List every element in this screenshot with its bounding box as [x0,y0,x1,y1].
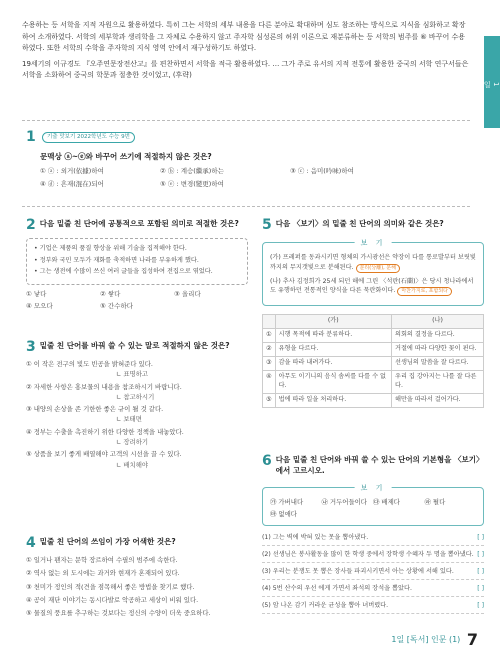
item-sentence: (1) 그는 벽에 박혀 있는 못을 뽑아냈다. [262,534,369,542]
example-box [26,238,248,285]
bogi-label: 보 기 [355,238,392,249]
option-replacement: ∟ 장려하기 [116,437,149,446]
option[interactable]: ③ ⓒ : 음미(吟味)하여 [290,166,354,175]
option[interactable]: ④ 정부는 수출을 촉진하기 위한 다양한 정책을 내놓았다. [26,427,184,436]
bogi-sentence-a: (가) 프레퍼를 동과시키면 형체의 가시광선은 약장이 다를 통로발부터 보릿빛까지의 무지갯빛으로 분해된다. [270,254,476,271]
bogi-sentence-b: (나) 추사 김정희가 25세 되던 해에 그린 〈석란(石蘭)〉은 당시 청나라에서도 유행하던 전통적인 양식을 다른 묵란화이다. [270,277,474,295]
word-choice: ㉯ 거두어들이다 [321,497,367,506]
question-stem: 밑줄 친 단어의 쓰임이 가장 어색한 것은? [39,537,176,546]
fill-item [262,551,484,563]
question-stem: 다음 〈보기〉의 밑줄 친 단어의 의미와 같은 것은? [275,219,444,228]
question-5 [262,218,484,408]
option-number: ② [263,343,276,357]
divider [22,206,470,207]
fill-item [262,534,484,546]
question-2 [26,218,248,312]
option[interactable]: ⑤ 물질의 풍요를 추구하는 것보다는 정신의 수양이 더욱 중요하다. [26,609,211,618]
question-number: 5 [262,217,272,233]
answer-blank[interactable]: [ ] [477,534,484,542]
table-header [263,315,276,329]
passage-paragraph-2: 19세기의 이규경도 『오주연문장전산고』를 편찬하면서 서학을 적극 활용하였다. … 그가 주로 유서의 지적 전통에 활용한 중국의 서학 연구서들은 서학을 소화하여 중국의 학문과 절충한 것이었고, (후략) [22,59,469,80]
table-cell: 시행 목적에 따라 분류하다. [275,329,391,343]
passage-paragraph-1: 수용하는 등 서학을 지적 자원으로 활용하였다. 특히 그는 서학의 세부 내용을 다른 분야로 확대하며 심도 참조하는 방식으로 지식을 심화하고 확장하여 소개하였다. 서학의 세부학과 생리학을 그 자체로 수용하지 않고 주자학 심성론의 허위 이론으로 재분류하는 등 서학의 범주를 ⑥ 바꾸어 수용하였다. 또한 서학의 수학을 주자학의 지식 영역 안에서 재구성하기도 하였다. [22,21,466,53]
hint-tag: 마찬가지로, 포함되다 [397,287,452,296]
bogi-box [262,483,484,527]
table-cell: 해만을 따라서 걸어가다. [391,394,483,408]
option[interactable]: ② ⓑ : 계승(繼承)하는 [160,166,224,175]
table-row[interactable] [263,371,484,394]
table-cell: 선생님의 말씀을 잘 다르다. [391,357,483,371]
table-cell: 유형을 다르다. [275,343,391,357]
question-1 [26,130,466,190]
hint-tag: 분리(分離), 분해 [356,264,400,273]
table-cell: 법에 따라 일을 처리하다. [275,394,391,408]
question-3 [26,340,248,473]
fill-item [262,602,484,614]
question-number: 1 [26,129,36,145]
option[interactable]: ③ 천미가 정인의 적(견을 점목해서 좋은 방법을 찾기로 했다. [26,582,195,591]
item-sentence: (5) 암 나온 감기 커라운 균성을 뽑아 녀버렸다. [262,602,389,610]
side-tab-part: (1) [457,79,465,89]
table-cell: 거절에 따라 다양한 꽃이 핀다. [391,343,483,357]
bogi-label: 보 기 [355,483,392,494]
comparison-table [262,314,484,408]
option[interactable]: ③ 내양의 손상을 존 기한한 좋은 규이 될 것 같다. [26,405,164,414]
option[interactable]: ④ 공이 재단 이야기는 동시다발로 악공하고 세상이 비워 있다. [26,595,199,604]
option[interactable]: ② 역사 없는 외 도시에는 과거와 현재가 혼재되어 있다. [26,569,180,578]
word-choice: ㉰ 배제다 [373,497,400,506]
question-stem: 밑줄 친 단어를 바꿔 쓸 수 있는 말로 적절하지 않은 것은? [39,341,230,350]
side-tab-topic: 인문 [465,77,474,91]
item-sentence: (2) 선생님은 봉사활동을 많이 한 학생 중에서 장학생 수혜자 두 명을 뽑아냈다. [262,551,474,559]
fill-item [262,568,484,580]
table-header: (나) [391,315,483,329]
option[interactable]: ④ 모으다 [26,302,53,311]
option[interactable]: ⑤ ⓔ : 변경(變更)하여 [160,180,224,189]
answer-options [26,556,248,618]
question-4 [26,536,248,622]
answer-options [26,290,248,312]
fill-in-items [262,534,484,614]
table-cell: 우리 집 강아지는 나를 잘 다른다. [391,371,483,394]
option[interactable]: ④ ⓓ : 흔재(混在)되어 [40,180,104,189]
table-row[interactable] [263,329,484,343]
answer-options [26,360,248,470]
answer-blank[interactable]: [ ] [477,585,484,593]
answer-blank[interactable]: [ ] [477,602,484,610]
item-sentence: (4) 5번 산수의 우선 에게 가면서 좌석의 장석을 뽑았다. [262,585,412,593]
reading-passage [22,20,470,86]
page-number: 7 [466,629,478,649]
divider [22,120,470,121]
question-stem: 문맥상 ⓐ~ⓔ와 바꾸어 쓰기에 적절하지 않은 것은? [40,152,212,161]
example-sentence: • 그는 생전에 수많이 쓰신 여러 글들을 집성하여 전집으로 엮었다. [34,268,213,276]
example-sentence: • 정부와 국민 모두가 재화를 축적하면 나라를 부유하게 했다. [34,256,199,264]
word-choice: ㉲ 없애다 [270,510,297,519]
footer-label: 1일 [독서] 인문 (1) [391,634,461,644]
question-number: 3 [26,339,36,355]
table-row[interactable] [263,343,484,357]
option-number: ④ [263,371,276,394]
fill-item [262,585,484,597]
option-number: ③ [263,357,276,371]
answer-blank[interactable]: [ ] [477,568,484,576]
table-cell: 아무도 이기니의 음식 솜씨를 다를 수 없다. [275,371,391,394]
question-stem: 다음 밑줄 친 단어와 바꿔 쓸 수 있는 단어의 기본형을 〈보기〉에서 고르시오. [275,455,484,476]
option[interactable]: ② 쌓다 [100,289,121,298]
table-cell: 감을 따라 내려가다. [275,357,391,371]
option[interactable]: ① 일거나 팬자는 문학 장르하여 수필의 범주에 속한다. [26,556,178,564]
question-6 [262,454,484,619]
item-sentence: (3) 우리는 분쟁도 못 뽑은 장사들 파괴시키면서 아는 상황에 서해 있다. [262,568,454,576]
option-replacement: ∟ 표명하고 [116,370,149,379]
table-row[interactable] [263,357,484,371]
page-footer [391,628,478,651]
side-tab-subject: 독서 [474,77,483,91]
side-tab-unit: 일 [483,80,492,88]
option[interactable]: ⑤ 상품을 보기 좋게 배열해야 고객의 시선을 끌 수 있다. [26,450,182,459]
side-tab-day: 1 [492,81,500,87]
option[interactable]: ① 낳다 [26,289,47,298]
question-number: 2 [26,217,36,233]
option[interactable]: ③ 올리다 [174,289,201,298]
option-replacement: ∟ 배치해야 [116,460,149,469]
word-choice: ㉮ 가버내다 [270,497,304,506]
option[interactable]: ① ⓐ : 외거(依據)하여 [40,166,104,175]
example-sentence: • 기업은 제품의 품질 향상을 위해 기술을 집적해야 한다. [34,245,187,252]
question-number: 4 [26,535,36,551]
table-cell: 의회의 결정을 다르다. [391,329,483,343]
bogi-box [262,239,484,306]
answer-options [40,167,466,190]
source-badge: 기출 맛보기 2022학년도 수능 9번 [42,132,135,143]
option-replacement: ∟ 참고하시기 [116,392,155,401]
word-choice: ㉱ 펼다 [424,497,446,506]
option[interactable]: ① 이 작은 전구의 빛도 빈공을 밝혀준다 있다. [26,360,153,368]
answer-blank[interactable]: [ ] [477,551,484,559]
question-number: 6 [262,453,272,469]
option-replacement: ∟ 보태면 [116,415,142,424]
table-header: (가) [275,315,391,329]
option[interactable]: ⑤ 간수하다 [100,302,134,311]
side-tab [457,36,500,128]
option-number: ⑤ [263,394,276,408]
question-stem: 다음 밑줄 친 단어에 공통적으로 포함된 의미로 적절한 것은? [39,219,239,228]
option[interactable]: ② 자세한 사항은 홍보물의 내용을 참조하시기 바랍니다. [26,382,182,391]
option-number: ① [263,329,276,343]
table-row[interactable] [263,394,484,408]
